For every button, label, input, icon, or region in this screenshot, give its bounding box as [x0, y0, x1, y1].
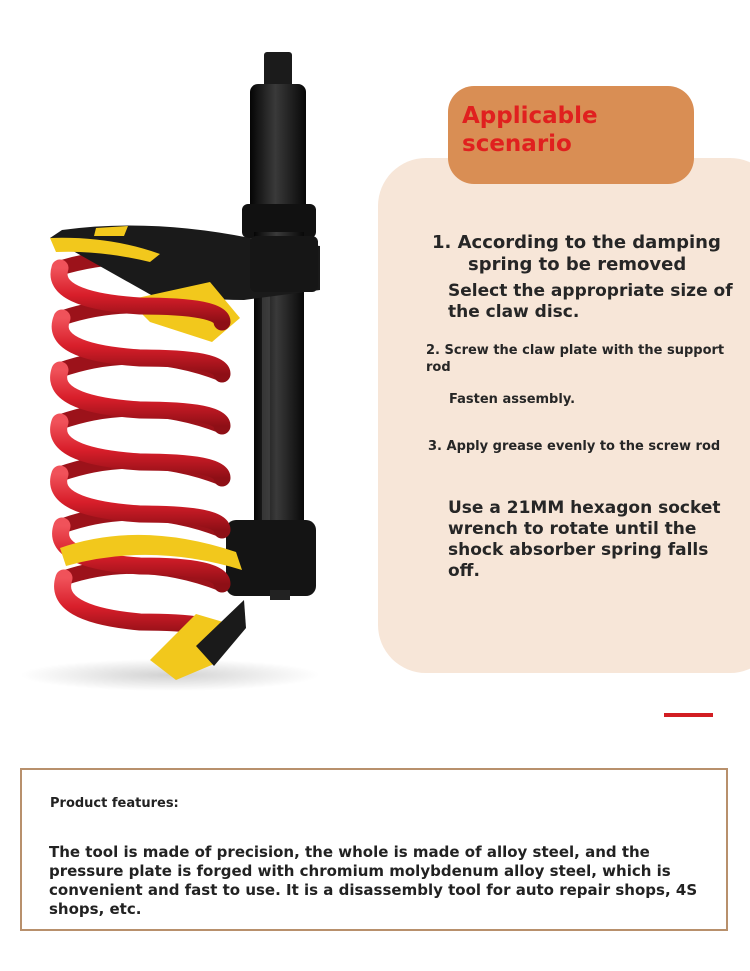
step-3-heading: 3. Apply grease evenly to the screw rod [428, 439, 721, 454]
step-1-heading-line-2: spring to be removed [468, 254, 687, 275]
step-2-detail: Fasten assembly. [449, 392, 576, 407]
scenario-title: Applicable scenario [462, 103, 598, 157]
spring-compressor-image [0, 0, 380, 720]
accent-line [664, 713, 713, 717]
step-3-detail: Use a 21MM hexagon socket wrench to rotate until the shock absorber spring falls off. [448, 498, 721, 581]
step-1-heading-line-1: 1. According to the damping [432, 232, 721, 253]
features-title: Product features: [50, 796, 179, 811]
support-rod [226, 52, 316, 600]
features-text: The tool is made of precision, the whole is made of alloy steel, and the pressure plate is forged with chromium molybdenum alloy steel, which is convenient and fast to use. It is a disassembly tool for auto repair shops, 4S shops, etc. [49, 843, 698, 918]
step-1-heading [432, 232, 732, 276]
step-2-heading: 2. Screw the claw plate with the support rod [426, 343, 725, 375]
step-1-detail: Select the appropriate size of the claw disc. [448, 281, 733, 322]
product-features-box [20, 768, 728, 931]
